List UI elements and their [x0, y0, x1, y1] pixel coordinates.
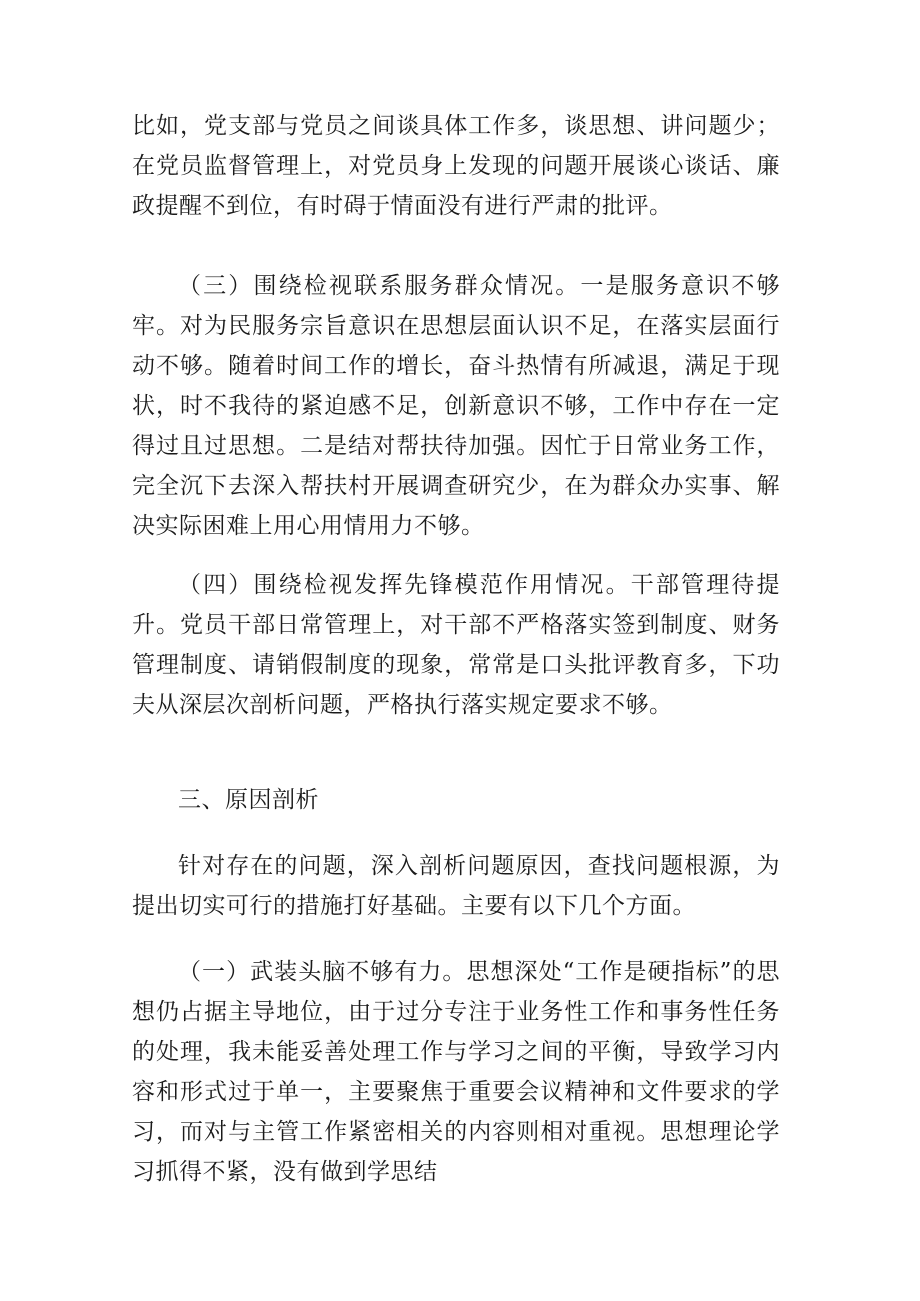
paragraph-cause-intro: 针对存在的问题，深入剖析问题原因，查找问题根源，为提出切实可行的措施打好基础。主要有以下几个方面。 — [132, 853, 780, 919]
paragraph-section-3-masses: （三）围绕检视联系服务群众情况。一是服务意识不够牢。对为民服务宗旨意识在思想层面认识不足，在落实层面行动不够。随着时间工作的增长，奋斗热情有所减退，满足于现状，时不我待的紧迫感不足，创新意识不够，工作中存在一定得过且过思想。二是结对帮扶待加强。因忙于日常业务工作，完全沉下去深入帮扶村开展调查研究少，在为群众办实事、解决实际困难上用心用情用力不够。 — [132, 273, 780, 539]
paragraph-section-4-vanguard: （四）围绕检视发挥先锋模范作用情况。干部管理待提升。党员干部日常管理上，对干部不严格落实签到制度、财务管理制度、请销假制度的现象，常常是口头批评教育多，下功夫从深层次剖析问题，严格执行落实规定要求不够。 — [132, 572, 780, 718]
section-heading-cause-analysis: 三、原因剖析 — [178, 787, 319, 813]
paragraph-party-supervision: 比如，党支部与党员之间谈具体工作多，谈思想、讲问题少；在党员监督管理上，对党员身上发现的问题开展谈心谈话、廉政提醒不到位，有时碍于情面没有进行严肃的批评。 — [132, 113, 780, 219]
paragraph-cause-1-arming-minds: （一）武装头脑不够有力。思想深处“工作是硬指标”的思想仍占据主导地位，由于过分专注于业务性工作和事务性任务的处理，我未能妥善处理工作与学习之间的平衡，导致学习内容和形式过于单一，主要聚焦于重要会议精神和文件要求的学习，而对与主管工作紧密相关的内容则相对重视。思想理论学习抓得不紧，没有做到学思结 — [132, 959, 780, 1185]
